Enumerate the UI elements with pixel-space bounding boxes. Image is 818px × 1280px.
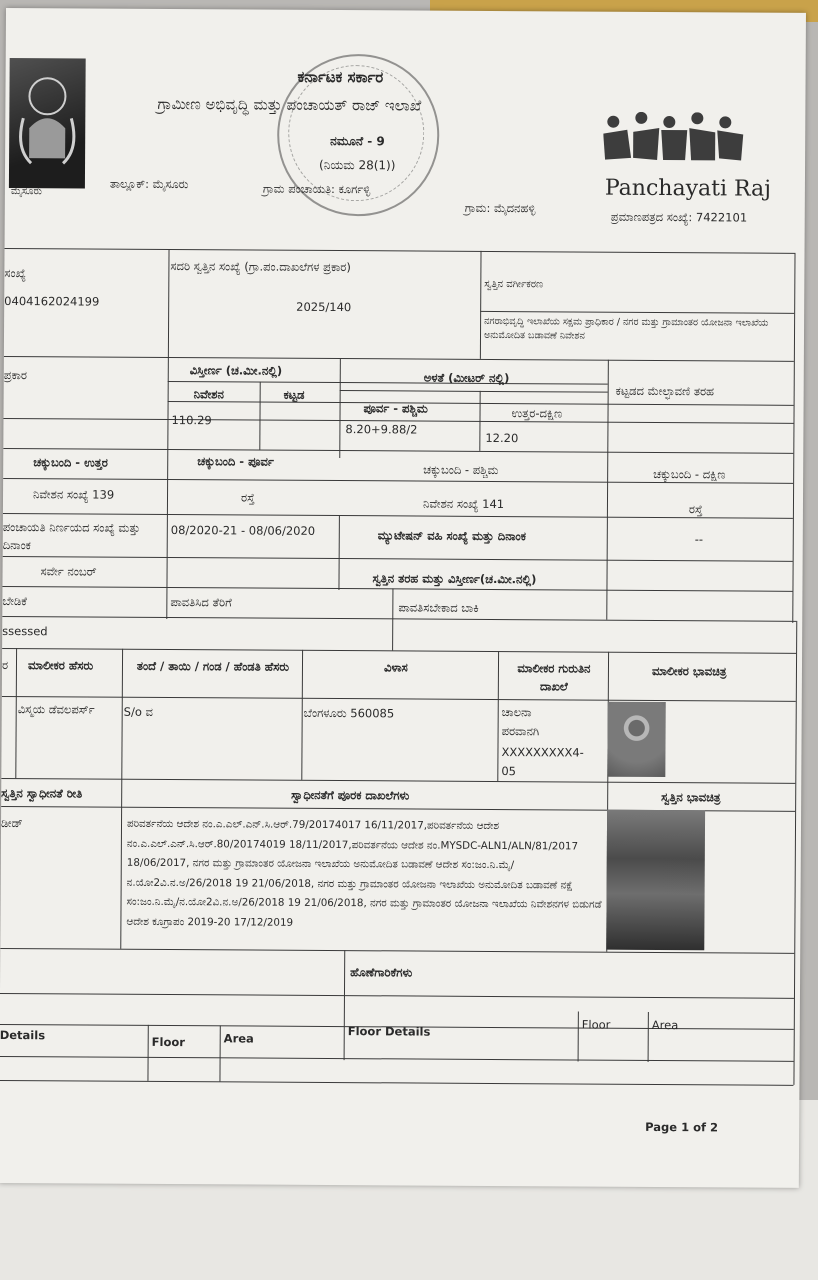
boundary-west: ನಿವೇಶನ ಸಂಖ್ಯೆ 141: [422, 496, 505, 512]
left-details-label: Details: [0, 1027, 46, 1043]
north-south-value: 12.20: [485, 430, 519, 446]
area-label: ವಿಸ್ತೀರ್ಣ (ಚ.ಮೀ.ನಲ್ಲಿ): [189, 363, 283, 378]
boundary-west-label: ಚಕ್ಕುಬಂದಿ - ಪಶ್ಚಿಮ: [423, 462, 499, 478]
taluk: ತಾಲ್ಲೂಕ್: ಮೈಸೂರು: [109, 176, 189, 192]
boundary-south-label: ಚಕ್ಕುಬಂದಿ - ದಕ್ಷಿಣ: [653, 466, 726, 482]
boundary-south: ರಸ್ತೆ: [688, 502, 703, 517]
property-photo-label: ಸ್ವತ್ತಿನ ಭಾವಚಿತ್ರ: [661, 790, 721, 805]
dept-title: ಗ್ರಾಮೀಣ ಅಭಿವೃದ್ಧಿ ಮತ್ತು ಪಂಚಾಯತ್ ರಾಜ್ ಇಲಾಖೆ: [157, 94, 422, 115]
boundary-east-label: ಚಕ್ಕುಬಂದಿ - ಪೂರ್ವ: [197, 454, 274, 469]
east-west-value: 8.20+9.88/2: [345, 422, 418, 437]
building-label: ಕಟ್ಟಡ: [283, 387, 305, 402]
property-no-value: 2025/140: [296, 299, 352, 315]
owner-photo: [607, 702, 665, 777]
property-photo: [606, 810, 705, 951]
owner-id-doc-1: ಚಾಲನಾ: [501, 705, 532, 720]
left-area-label: Area: [223, 1031, 254, 1046]
brand-name: Panchayati Raj: [604, 175, 772, 202]
panchayati-raj-logo: [603, 112, 753, 173]
classification-value: ನಗರಾಭಿವೃದ್ಧಿ ಇಲಾಖೆಯ ಸಕ್ಷಮ ಪ್ರಾಧಿಕಾರ / ನಗರ ಮತ್ತು ಗ್ರಾಮಾಂತರ ಯೋಜನಾ ಇಲಾಖೆಯ ಅನುಮೋದಿತ ಬಡಾವಣೆ ನಿವೇಶನ: [483, 315, 769, 342]
assessed-text: ssessed: [2, 623, 48, 639]
tax-due-label: ಪಾವತಿಸಬೇಕಾದ ಬಾಕಿ: [398, 600, 479, 615]
property-no-label: ಸದರಿ ಸ್ವತ್ತಿನ ಸಂಖ್ಯೆ (ಗ್ರಾ.ಪಂ.ದಾಖಲೆಗಳ ಪ್ರಕಾರ): [170, 259, 351, 275]
possession-docs-label: ಸ್ವಾಧೀನತೆಗೆ ಪೂರಕ ದಾಖಲೆಗಳು: [291, 787, 410, 803]
id-value: 0404162024199: [4, 293, 100, 309]
type-label: ಪ್ರಕಾರ: [3, 367, 28, 383]
liabilities-label: ಹೊಣೆಗಾರಿಕೆಗಳು: [350, 965, 413, 980]
resolution-value: 08/2020-21 - 08/06/2020: [170, 523, 316, 538]
tax-paid-label: ಪಾವತಿಸಿದ ತೆರಿಗೆ: [170, 595, 232, 610]
owner-col-id: ಮಾಲೀಕರ ಗುರುತಿನ ದಾಖಲೆ: [517, 661, 591, 694]
north-south-label: ಉತ್ತರ-ದಕ್ಷಿಣ: [511, 406, 563, 421]
owner-name: ವಿಸ್ಮಯ ಡೆವಲಪರ್ಸ್: [17, 702, 95, 717]
emblem-caption: ಮೈಸೂರು: [10, 186, 43, 198]
rule-number: (ನಿಯಮ 28(1)): [319, 157, 396, 173]
owner-relation: S/o ವ: [123, 704, 153, 719]
mutation-label: ಮ್ಯುಟೇಷನ್ ವಹಿ ಸಂಖ್ಯೆ ಮತ್ತು ದಿನಾಂಕ: [377, 528, 526, 544]
possession-docs-text: ಪರಿವರ್ತನೆಯ ಆದೇಶ ನಂ.ಎ.ಎಲ್.ಎನ್.ಸಿ.ಆರ್.79/20174017 16/11/2017,ಪರಿವರ್ತನೆಯ ಆದೇಶ ನಂ.ಎ.ಎಲ್.ಎನ್.ಸಿ.ಆರ್.80/20174019 18/11/2017,ಪರಿವರ್ತನೆಯ ಆದೇಶ ನಂ.MYSDC-ALN1/ALN/81/2017 18/06/2017, ನಗರ ಮತ್ತು ಗ್ರಾಮಾಂತರ ಯೋಜನಾ ಇಲಾಖೆಯ ಅನುಮೋದಿತ ಬಡಾವಣೆ ಆದೇಶ ಸಂ:ಜಂ.ನಿ.ಮೈ/ನ.ಯೋ2ವಿ.ನ.ಅ/26/2018 19 21/06/2018, ನಗರ ಮತ್ತು ಗ್ರಾಮಾಂತರ ಯೋಜನಾ ಇಲಾಖೆಯ ಅನುಮೋದಿತ ಬಡಾವಣೆ ನಕ್ಷೆ ಸಂ:ಜಂ.ನಿ.ಮೈ/ನ.ಯೋ2ವಿ.ನ.ಅ/26/2018 19 21/06/2018, ನಗರ ಮತ್ತು ಗ್ರಾಮಾಂತರ ಯೋಜನಾ ಇಲಾಖೆಯ ನಿವೇಶನಗಳ ಬಿಡುಗಡೆ ಆದೇಶ ಕೂಗ್ರಾಪಂ 2019-20 17/12/2019: [126, 817, 602, 929]
right-floor-label: Floor: [581, 1017, 611, 1032]
dimensions-label: ಅಳತೆ (ಮೀಟರ್ ನಲ್ಲಿ): [423, 370, 510, 386]
boundary-east: ರಸ್ತೆ: [240, 490, 255, 505]
type-area-label: ಸ್ವತ್ತಿನ ತರಹ ಮತ್ತು ವಿಸ್ತೀರ್ಣ(ಚ.ಮೀ.ನಲ್ಲಿ): [372, 571, 537, 587]
owner-col-name: ಮಾಲೀಕರ ಹೆಸರು: [27, 658, 94, 673]
right-area-label: Area: [651, 1017, 679, 1033]
certificate-number: ಪ್ರಮಾಣಪತ್ರದ ಸಂಖ್ಯೆ: 7422101: [610, 209, 748, 225]
id-label: ಸಂಖ್ಯೆ: [4, 265, 27, 281]
gram-panchayat: ಗ್ರಾಮ ಪಂಚಾಯತಿ: ಕೂರ್ಗಳ್ಳಿ: [262, 181, 371, 197]
possession-method-label: ಸ್ವತ್ತಿನ ಸ್ವಾಧೀನತೆ ರೀತಿ: [1, 785, 83, 801]
site-label: ನಿವೇಶನ: [193, 387, 224, 402]
village: ಗ್ರಾಮ: ಮೈದನಹಳ್ಳಿ: [464, 200, 536, 216]
state-emblem: [9, 58, 86, 188]
tax-demand-label: ಬೇಡಿಕೆ: [2, 593, 27, 609]
owner-col-photo: ಮಾಲೀಕರ ಭಾವಚಿತ್ರ: [651, 663, 727, 679]
gov-title: ಕರ್ನಾಟಕ ಸರ್ಕಾರ: [297, 67, 384, 87]
east-west-label: ಪೂರ್ವ - ಪಶ್ಚಿಮ: [363, 401, 428, 416]
boundary-north-label: ಚಕ್ಕುಬಂದಿ - ಉತ್ತರ: [33, 455, 108, 470]
owner-id-doc-3: XXXXXXXXX4-: [501, 745, 584, 760]
site-area-value: 110.29: [171, 413, 212, 428]
form-number: ನಮೂನೆ - 9: [330, 133, 385, 149]
survey-label: ಸರ್ವೇ ನಂಬರ್: [40, 564, 97, 579]
owner-id-doc-2: ಪರವಾನಗಿ: [501, 724, 540, 739]
owner-col-relation: ತಂದೆ / ತಾಯಿ / ಗಂಡ / ಹೆಂಡತಿ ಹೆಸರು: [136, 658, 290, 674]
right-details-label: Floor Details: [347, 1024, 431, 1039]
owner-col-address: ವಿಳಾಸ: [383, 660, 408, 675]
owner-col-no: ರ: [1, 657, 9, 673]
classification-label: ಸ್ವತ್ತಿನ ವರ್ಗೀಕರಣ: [484, 278, 544, 291]
resolution-label: ಪಂಚಾಯತಿ ನಿರ್ಣಯದ ಸಂಖ್ಯೆ ಮತ್ತು ದಿನಾಂಕ: [2, 519, 141, 553]
page-number: Page 1 of 2: [645, 1119, 719, 1135]
boundary-north: ನಿವೇಶನ ಸಂಖ್ಯೆ 139: [32, 487, 115, 502]
left-floor-label: Floor: [151, 1034, 186, 1050]
certificate-page: [0, 8, 806, 1188]
possession-method-value: ಡೀಡ್: [0, 815, 23, 831]
roof-label: ಕಟ್ಟಡದ ಮೇಲ್ಛಾವಣಿ ತರಹ: [615, 383, 715, 399]
mutation-value: --: [694, 532, 704, 547]
owner-address: ಬೆಂಗಳೂರು 560085: [303, 705, 395, 721]
owner-id-doc-4: 05: [501, 764, 517, 779]
